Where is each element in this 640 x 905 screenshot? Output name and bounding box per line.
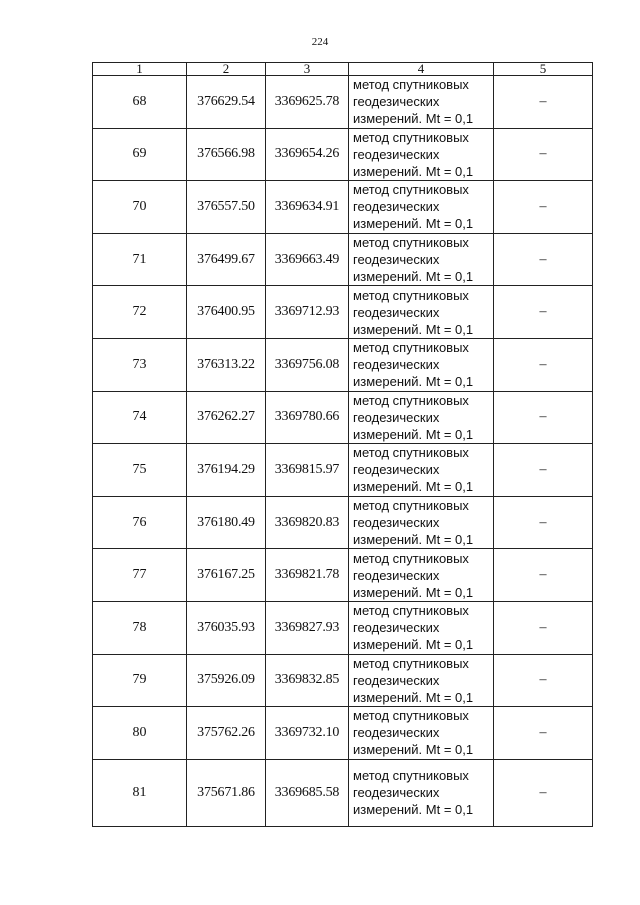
table-row — [93, 601, 593, 654]
y-coordinate-cell: 3369815.97 — [266, 444, 349, 497]
method-line: метод спутниковых — [353, 498, 469, 514]
method-line: измерений. Mt = 0,1 — [353, 802, 474, 818]
method-line: измерений. Mt = 0,1 — [353, 321, 474, 337]
method-cell — [349, 338, 494, 391]
method-cell — [349, 76, 494, 129]
method-line: метод спутниковых — [353, 768, 469, 784]
method-line: измерений. Mt = 0,1 — [353, 426, 474, 442]
x-coordinate-cell: 376557.50 — [187, 181, 266, 234]
point-number-cell: 75 — [93, 444, 187, 497]
table-row — [93, 76, 593, 129]
method-line: измерений. Mt = 0,1 — [353, 689, 474, 705]
method-line: метод спутниковых — [353, 287, 469, 303]
method-line: геодезических — [353, 357, 440, 373]
note-cell: – — [494, 654, 593, 707]
method-line: метод спутниковых — [353, 392, 469, 408]
method-line: измерений. Mt = 0,1 — [353, 111, 474, 127]
table-header-row — [93, 63, 593, 76]
method-line: измерений. Mt = 0,1 — [353, 637, 474, 653]
method-line: геодезических — [353, 567, 440, 583]
note-cell: – — [494, 233, 593, 286]
method-line: геодезических — [353, 252, 440, 268]
method-line: измерений. Mt = 0,1 — [353, 532, 474, 548]
coordinates-table — [92, 62, 593, 827]
table-row — [93, 338, 593, 391]
note-cell: – — [494, 759, 593, 826]
method-cell — [349, 233, 494, 286]
y-coordinate-cell: 3369732.10 — [266, 707, 349, 760]
y-coordinate-cell: 3369832.85 — [266, 654, 349, 707]
note-cell: – — [494, 444, 593, 497]
point-number-cell: 68 — [93, 76, 187, 129]
method-line: метод спутниковых — [353, 655, 469, 671]
method-line: измерений. Mt = 0,1 — [353, 374, 474, 390]
method-line: измерений. Mt = 0,1 — [353, 216, 474, 232]
note-cell: – — [494, 549, 593, 602]
x-coordinate-cell: 376194.29 — [187, 444, 266, 497]
y-coordinate-cell: 3369820.83 — [266, 496, 349, 549]
method-line: метод спутниковых — [353, 182, 469, 198]
table-row — [93, 654, 593, 707]
method-cell — [349, 707, 494, 760]
point-number-cell: 78 — [93, 601, 187, 654]
method-cell — [349, 759, 494, 826]
point-number-cell: 69 — [93, 128, 187, 181]
x-coordinate-cell: 376400.95 — [187, 286, 266, 339]
method-line: геодезических — [353, 672, 440, 688]
method-line: геодезических — [353, 146, 440, 162]
y-coordinate-cell: 3369821.78 — [266, 549, 349, 602]
x-coordinate-cell: 375671.86 — [187, 759, 266, 826]
method-line: метод спутниковых — [353, 340, 469, 356]
method-line: измерений. Mt = 0,1 — [353, 584, 474, 600]
point-number-cell: 76 — [93, 496, 187, 549]
y-coordinate-cell: 3369780.66 — [266, 391, 349, 444]
x-coordinate-cell: 376035.93 — [187, 601, 266, 654]
table-row — [93, 707, 593, 760]
x-coordinate-cell: 376262.27 — [187, 391, 266, 444]
method-line: метод спутниковых — [353, 235, 469, 251]
column-header: 4 — [349, 63, 494, 76]
method-line: метод спутниковых — [353, 445, 469, 461]
point-number-cell: 73 — [93, 338, 187, 391]
column-header: 2 — [187, 63, 266, 76]
method-cell — [349, 496, 494, 549]
method-cell — [349, 391, 494, 444]
method-line: геодезических — [353, 725, 440, 741]
note-cell: – — [494, 128, 593, 181]
y-coordinate-cell: 3369712.93 — [266, 286, 349, 339]
table-row — [93, 128, 593, 181]
method-cell — [349, 549, 494, 602]
table-row — [93, 286, 593, 339]
method-line: метод спутниковых — [353, 550, 469, 566]
table-row — [93, 444, 593, 497]
method-line: измерений. Mt = 0,1 — [353, 269, 474, 285]
x-coordinate-cell: 376499.67 — [187, 233, 266, 286]
table-row — [93, 549, 593, 602]
column-header: 3 — [266, 63, 349, 76]
note-cell: – — [494, 496, 593, 549]
point-number-cell: 77 — [93, 549, 187, 602]
method-line: метод спутниковых — [353, 603, 469, 619]
table-row — [93, 496, 593, 549]
method-line: геодезических — [353, 94, 440, 110]
method-cell — [349, 654, 494, 707]
method-cell — [349, 444, 494, 497]
method-line: геодезических — [353, 515, 440, 531]
method-line: геодезических — [353, 199, 440, 215]
x-coordinate-cell: 376313.22 — [187, 338, 266, 391]
x-coordinate-cell: 376167.25 — [187, 549, 266, 602]
point-number-cell: 79 — [93, 654, 187, 707]
x-coordinate-cell: 376629.54 — [187, 76, 266, 129]
x-coordinate-cell: 375926.09 — [187, 654, 266, 707]
method-line: геодезических — [353, 409, 440, 425]
point-number-cell: 70 — [93, 181, 187, 234]
x-coordinate-cell: 376180.49 — [187, 496, 266, 549]
note-cell: – — [494, 286, 593, 339]
table-row — [93, 391, 593, 444]
method-cell — [349, 181, 494, 234]
point-number-cell: 71 — [93, 233, 187, 286]
method-line: измерений. Mt = 0,1 — [353, 742, 474, 758]
method-line: метод спутниковых — [353, 708, 469, 724]
note-cell: – — [494, 707, 593, 760]
note-cell: – — [494, 601, 593, 654]
x-coordinate-cell: 375762.26 — [187, 707, 266, 760]
note-cell: – — [494, 391, 593, 444]
method-cell — [349, 601, 494, 654]
y-coordinate-cell: 3369634.91 — [266, 181, 349, 234]
method-line: измерений. Mt = 0,1 — [353, 163, 474, 179]
method-line: метод спутниковых — [353, 129, 469, 145]
method-line: геодезических — [353, 462, 440, 478]
y-coordinate-cell: 3369827.93 — [266, 601, 349, 654]
method-line: метод спутниковых — [353, 77, 469, 93]
note-cell: – — [494, 181, 593, 234]
table-row — [93, 233, 593, 286]
method-line: геодезических — [353, 304, 440, 320]
method-line: измерений. Mt = 0,1 — [353, 479, 474, 495]
y-coordinate-cell: 3369625.78 — [266, 76, 349, 129]
x-coordinate-cell: 376566.98 — [187, 128, 266, 181]
point-number-cell: 81 — [93, 759, 187, 826]
method-line: геодезических — [353, 620, 440, 636]
y-coordinate-cell: 3369663.49 — [266, 233, 349, 286]
column-header: 1 — [93, 63, 187, 76]
point-number-cell: 72 — [93, 286, 187, 339]
method-cell — [349, 128, 494, 181]
table-body — [93, 76, 593, 827]
method-cell — [349, 286, 494, 339]
point-number-cell: 80 — [93, 707, 187, 760]
column-header: 5 — [494, 63, 593, 76]
table-row — [93, 181, 593, 234]
y-coordinate-cell: 3369685.58 — [266, 759, 349, 826]
note-cell: – — [494, 338, 593, 391]
y-coordinate-cell: 3369756.08 — [266, 338, 349, 391]
table-row — [93, 759, 593, 826]
method-line: геодезических — [353, 785, 440, 801]
page-number: 224 — [311, 36, 329, 48]
y-coordinate-cell: 3369654.26 — [266, 128, 349, 181]
point-number-cell: 74 — [93, 391, 187, 444]
note-cell: – — [494, 76, 593, 129]
